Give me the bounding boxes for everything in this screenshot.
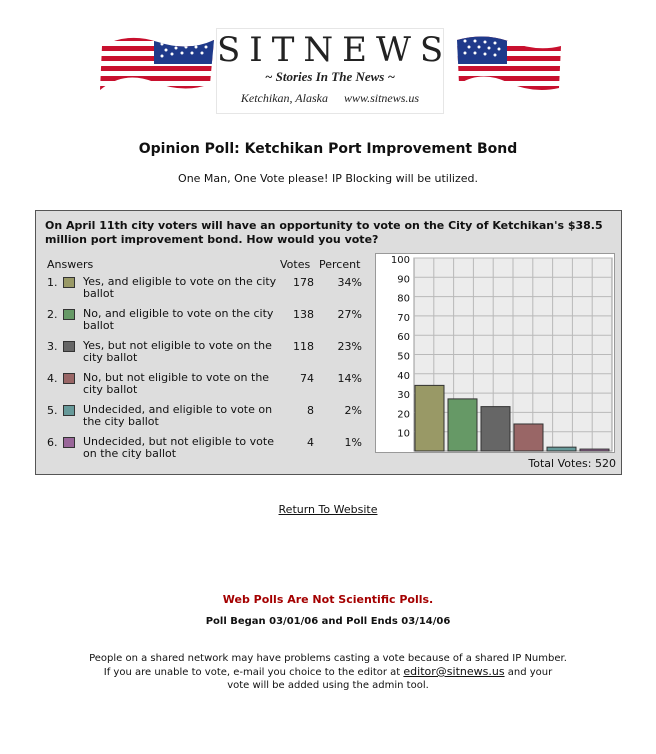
answer-votes: 8 (307, 404, 314, 417)
answer-label: Undecided, and eligible to vote on the city ballot (83, 403, 273, 428)
y-tick-label: 30 (397, 390, 410, 402)
us-flag-left-icon (98, 32, 214, 94)
bar-5 (547, 447, 576, 451)
y-tick-label: 60 (397, 332, 410, 344)
color-swatch (63, 437, 75, 448)
page-subtitle: One Man, One Vote please! IP Blocking will be utilized. (178, 172, 478, 185)
answer-row (36, 276, 376, 306)
brand-tagline: ~ Stories In The News ~ (264, 69, 396, 84)
answer-label: No, but not eligible to vote on the city ballot (83, 371, 270, 396)
poll-results-panel (35, 210, 622, 475)
notice-line-1: People on a shared network may have problems casting a vote because of a shared IP Number. (89, 653, 567, 664)
brand-name: SITNEWS (217, 30, 453, 70)
bar-3 (481, 407, 510, 451)
y-tick-label: 70 (397, 312, 410, 324)
answer-number: 5. (47, 404, 58, 417)
y-tick-label: 50 (397, 351, 410, 363)
answer-label: No, and eligible to vote on the city ballot (83, 307, 274, 332)
brand-website: www.sitnews.us (343, 91, 420, 105)
percent-header: Percent (319, 258, 361, 271)
brand-location-line (217, 91, 443, 105)
y-tick-label: 100 (390, 255, 410, 266)
color-swatch (63, 309, 75, 320)
notice-line-3: vote will be added using the admin tool. (227, 680, 429, 691)
brand-location: Ketchikan, Alaska (240, 91, 328, 105)
answer-votes: 4 (307, 436, 314, 449)
poll-dates: Poll Began 03/01/06 and Poll Ends 03/14/06 (205, 616, 451, 627)
bar-2 (448, 399, 477, 451)
answer-votes: 138 (293, 308, 314, 321)
color-swatch (63, 373, 75, 384)
shared-network-notice (60, 652, 596, 692)
answer-row (36, 372, 376, 402)
answer-number: 1. (47, 276, 58, 289)
return-link-row (0, 503, 656, 516)
y-tick-label: 80 (397, 293, 410, 305)
color-swatch (63, 341, 75, 352)
notice-line-2-start: If you are unable to vote, e-mail you choice to the editor at (103, 667, 401, 678)
answer-row (36, 340, 376, 370)
y-tick-label: 10 (397, 428, 410, 440)
answer-votes: 74 (300, 372, 314, 385)
answer-percent: 1% (344, 436, 362, 449)
masthead (0, 0, 656, 118)
bar-1 (415, 385, 444, 451)
answer-votes: 178 (293, 276, 314, 289)
answer-percent: 14% (337, 372, 362, 385)
answer-row (36, 308, 376, 338)
bar-6 (580, 449, 609, 451)
answer-label: Undecided, but not eligible to vote on the city ballot (83, 435, 274, 460)
answer-number: 6. (47, 436, 58, 449)
sitnews-logo (216, 28, 453, 114)
votes-header: Votes (280, 258, 311, 271)
color-swatch (63, 277, 75, 288)
answer-percent: 23% (337, 340, 362, 353)
poll-warning: Web Polls Are Not Scientific Polls. (222, 593, 434, 606)
poll-question: On April 11th city voters will have an opportunity to vote on the City of Ketchikan's $38.5 million port improvement bond. How would you vote? (45, 219, 603, 246)
answer-label: Yes, and eligible to vote on the city ballot (83, 275, 277, 300)
answer-row (36, 436, 376, 466)
results-bar-chart (375, 253, 615, 453)
answer-label: Yes, but not eligible to vote on the city ballot (83, 339, 272, 364)
notice-line-2 (60, 665, 596, 679)
y-tick-label: 90 (397, 274, 410, 286)
answer-votes: 118 (293, 340, 314, 353)
answer-percent: 34% (337, 276, 362, 289)
y-tick-label: 40 (397, 370, 410, 382)
notice-line-2-end: and your (507, 667, 553, 678)
return-to-website-link[interactable]: Return To Website (278, 503, 378, 516)
color-swatch (63, 405, 75, 416)
y-tick-label: 20 (397, 409, 410, 421)
results-bar-chart-svg (376, 254, 614, 452)
bar-4 (514, 424, 543, 451)
answer-number: 4. (47, 372, 58, 385)
editor-email-link[interactable]: editor@sitnews.us (403, 665, 505, 678)
answer-row (36, 404, 376, 434)
answer-percent: 2% (344, 404, 362, 417)
answers-header: Answers (47, 258, 94, 271)
page-title: Opinion Poll: Ketchikan Port Improvement Bond (138, 141, 518, 157)
answer-percent: 27% (337, 308, 362, 321)
answer-number: 2. (47, 308, 58, 321)
us-flag-right-icon (457, 32, 561, 94)
total-votes: Total Votes: 520 (528, 457, 616, 470)
answer-number: 3. (47, 340, 58, 353)
